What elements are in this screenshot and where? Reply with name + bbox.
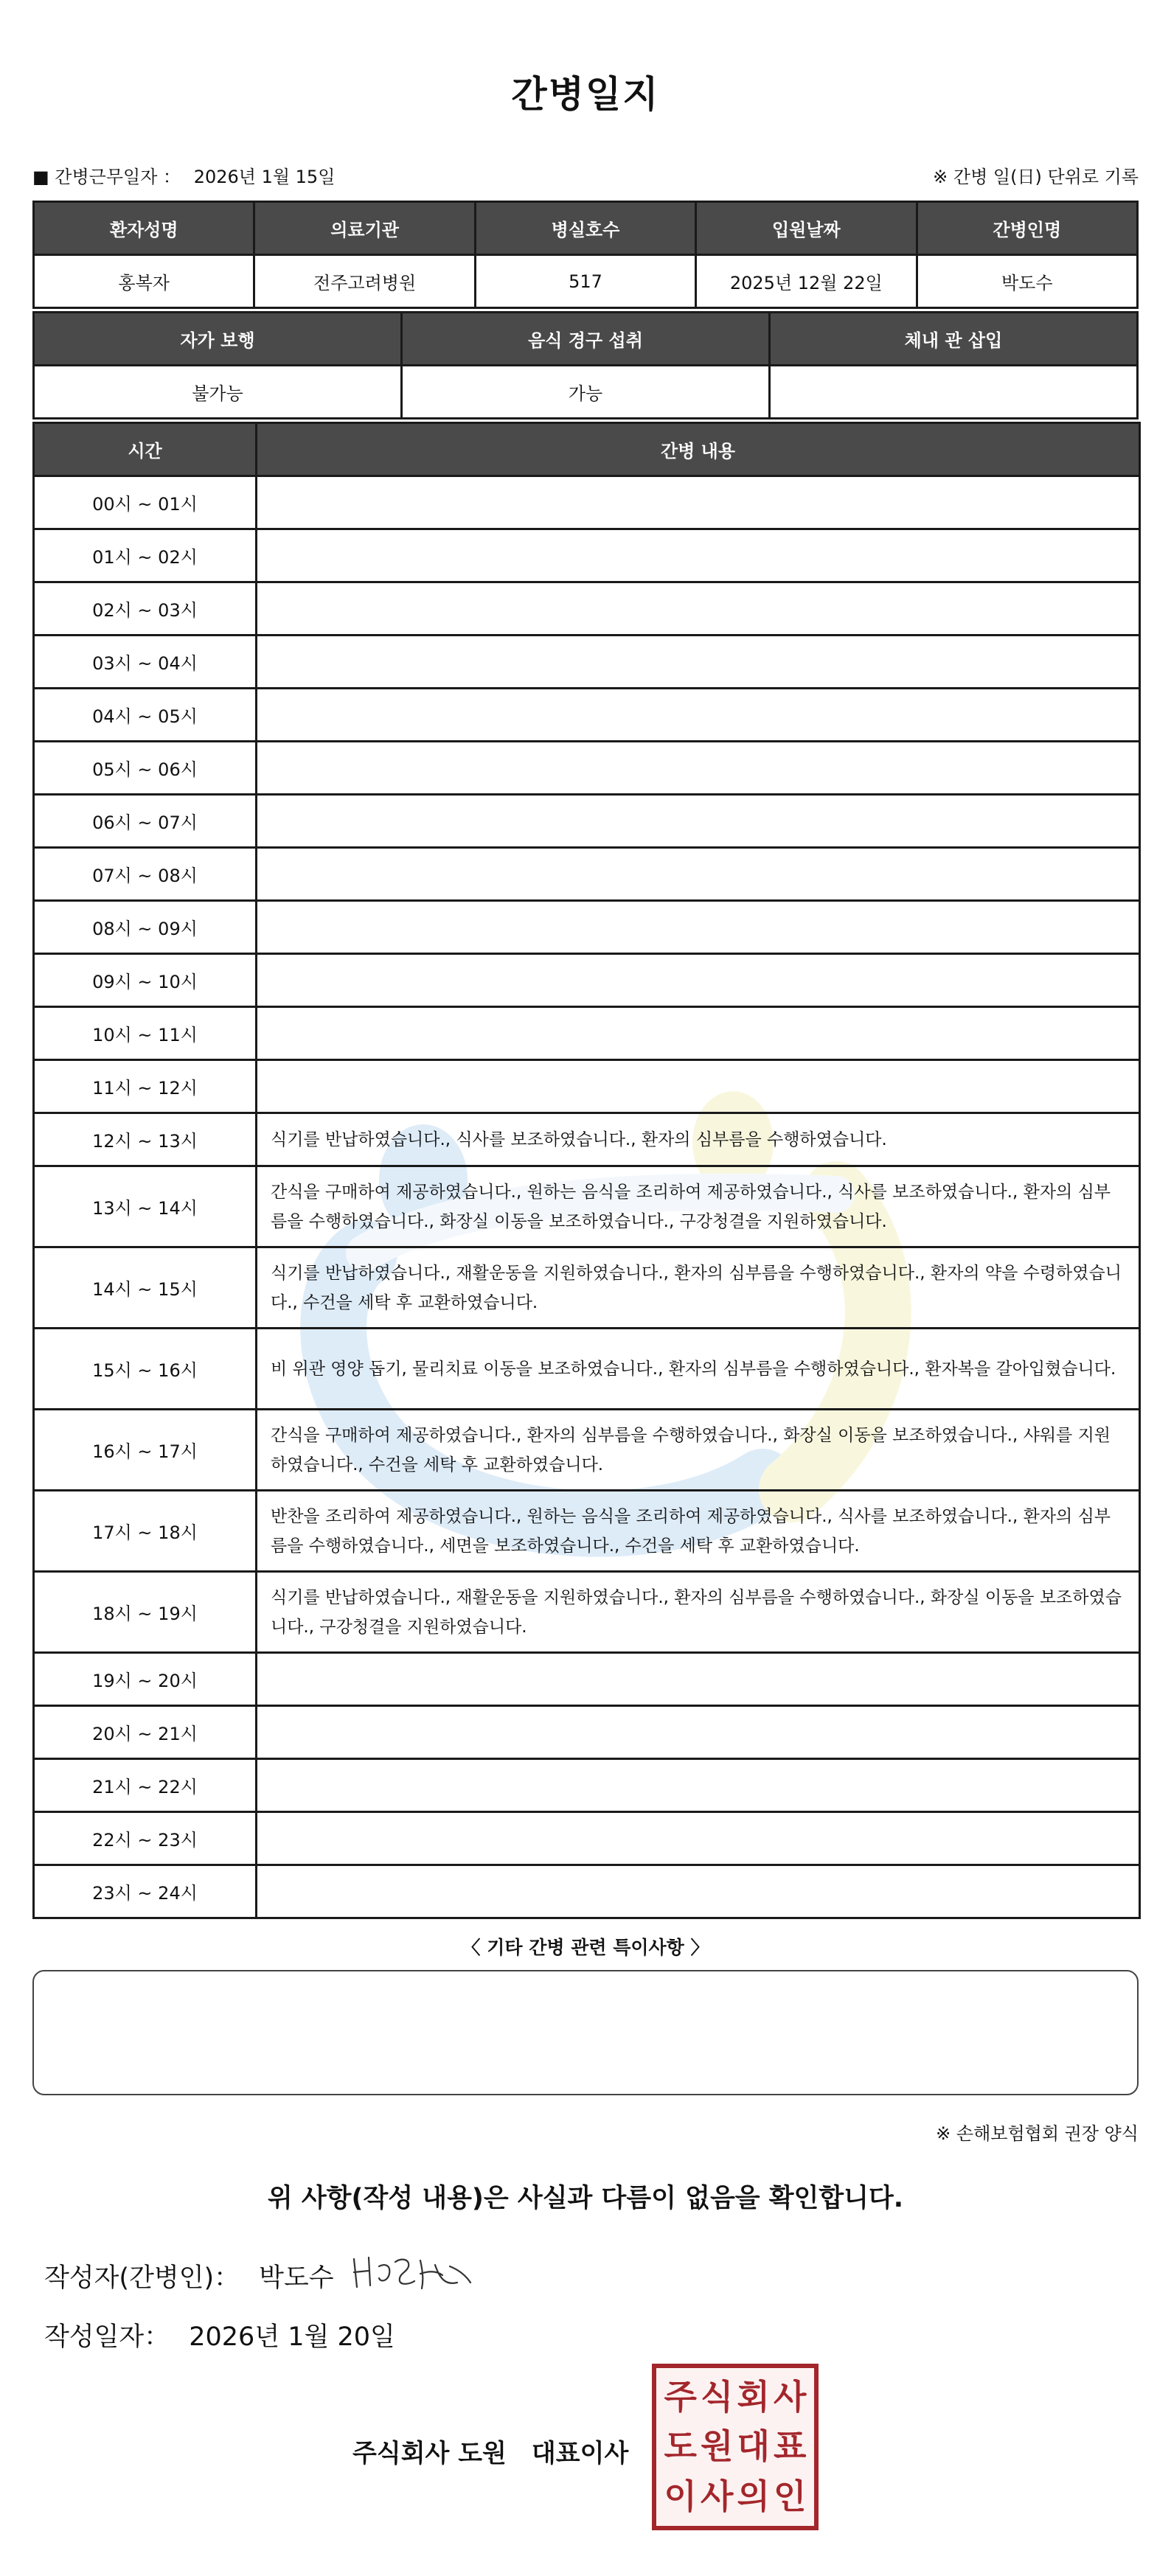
content-cell — [257, 901, 1140, 954]
time-cell: 00시 ~ 01시 — [34, 476, 257, 529]
form-note: ※ 손해보험협회 권장 양식 — [936, 2123, 1139, 2144]
table-row — [34, 795, 1140, 848]
content-cell: 비 위관 영양 돕기, 물리치료 이동을 보조하였습니다., 환자의 심부름을 수행하였습니다., 환자복을 갈아입혔습니다. — [257, 1329, 1140, 1410]
care-log-table — [32, 422, 1141, 1919]
seal-char: 원 — [701, 2426, 734, 2467]
content-cell — [257, 1706, 1140, 1759]
table-row — [34, 1113, 1140, 1166]
header-self-walking: 자가 보행 — [34, 313, 402, 366]
time-cell: 12시 ~ 13시 — [34, 1113, 257, 1166]
table-row — [34, 954, 1140, 1007]
time-cell: 18시 ~ 19시 — [34, 1572, 257, 1653]
seal-char: 사 — [774, 2377, 807, 2417]
table-row — [34, 848, 1140, 901]
company-line — [352, 2433, 628, 2469]
patient-name: 홍복자 — [34, 255, 254, 308]
header-admission-date: 입원날짜 — [696, 202, 917, 255]
confirm-statement: 위 사항(작성 내용)은 사실과 다름이 없음을 확인합니다. — [267, 2184, 904, 2213]
self-walking-value: 불가능 — [34, 366, 402, 419]
content-cell — [257, 954, 1140, 1007]
table-row — [34, 1007, 1140, 1060]
time-cell: 21시 ~ 22시 — [34, 1759, 257, 1812]
hospital-name: 전주고려병원 — [254, 255, 475, 308]
page-title: 간병일지 — [511, 73, 660, 116]
table-row — [34, 742, 1140, 795]
time-cell: 02시 ~ 03시 — [34, 582, 257, 636]
seal-char: 사 — [701, 2476, 734, 2516]
seal-char: 이 — [664, 2476, 697, 2516]
header-tube-insertion: 체내 관 삽입 — [770, 313, 1138, 366]
time-cell: 16시 ~ 17시 — [34, 1410, 257, 1491]
patient-info-table — [32, 201, 1139, 309]
table-row — [34, 1166, 1140, 1247]
admission-date: 2025년 12월 22일 — [696, 255, 917, 308]
writer-line — [44, 2258, 334, 2294]
header-care-content: 간병 내용 — [257, 423, 1140, 476]
content-cell: 반찬을 조리하여 제공하였습니다., 원하는 음식을 조리하여 제공하였습니다., 식사를 보조하였습니다., 환자의 심부름을 수행하였습니다., 세면을 보조하였습니다., 수건을 세탁 후 교환하였습니다. — [257, 1491, 1140, 1572]
work-date-value: 2026년 1월 15일 — [193, 167, 336, 187]
company-representative: 대표이사 — [531, 2439, 629, 2468]
time-cell: 17시 ~ 18시 — [34, 1491, 257, 1572]
table-row — [34, 1812, 1140, 1865]
time-cell: 22시 ~ 23시 — [34, 1812, 257, 1865]
seal-char: 주 — [664, 2377, 697, 2417]
company-seal — [652, 2364, 819, 2530]
content-cell — [257, 1060, 1140, 1113]
content-cell: 간식을 구매하여 제공하였습니다., 원하는 음식을 조리하여 제공하였습니다., 식사를 보조하였습니다., 환자의 심부름을 수행하였습니다., 화장실 이동을 보조하였습니다., 구강청결을 지원하였습니다. — [257, 1166, 1140, 1247]
content-cell — [257, 582, 1140, 636]
seal-char: 도 — [664, 2426, 697, 2467]
time-cell: 13시 ~ 14시 — [34, 1166, 257, 1247]
content-cell: 식기를 반납하였습니다., 재활운동을 지원하였습니다., 환자의 심부름을 수행하였습니다., 환자의 약을 수령하였습니다., 수건을 세탁 후 교환하였습니다. — [257, 1247, 1140, 1329]
time-cell: 03시 ~ 04시 — [34, 636, 257, 689]
work-date-label: ■ 간병근무일자 ： — [32, 167, 181, 187]
seal-char: 식 — [701, 2377, 734, 2417]
time-cell: 23시 ~ 24시 — [34, 1865, 257, 1918]
room-number: 517 — [475, 255, 695, 308]
content-cell — [257, 636, 1140, 689]
care-journal-page — [32, 0, 1139, 2576]
content-cell: 식기를 반납하였습니다., 식사를 보조하였습니다., 환자의 심부름을 수행하였습니다. — [257, 1113, 1140, 1166]
seal-char: 인 — [774, 2476, 807, 2516]
caregiver-name: 박도수 — [917, 255, 1137, 308]
time-cell: 08시 ~ 09시 — [34, 901, 257, 954]
table-row — [34, 1572, 1140, 1653]
table-row — [34, 1706, 1140, 1759]
time-cell: 07시 ~ 08시 — [34, 848, 257, 901]
table-row — [34, 1653, 1140, 1706]
content-cell — [257, 1653, 1140, 1706]
unit-note: ※ 간병 일(日) 단위로 기록 — [933, 167, 1139, 187]
table-row — [34, 582, 1140, 636]
table-row — [34, 476, 1140, 529]
seal-char: 대 — [737, 2426, 770, 2467]
table-row — [34, 1247, 1140, 1329]
handwritten-signature — [347, 2244, 479, 2303]
seal-char: 표 — [774, 2426, 807, 2467]
time-cell: 04시 ~ 05시 — [34, 689, 257, 742]
header-hospital: 의료기관 — [254, 202, 475, 255]
content-cell: 간식을 구매하여 제공하였습니다., 환자의 심부름을 수행하였습니다., 화장실 이동을 보조하였습니다., 샤워를 지원하였습니다., 수건을 세탁 후 교환하였습니다. — [257, 1410, 1140, 1491]
table-row — [34, 1759, 1140, 1812]
time-cell: 01시 ~ 02시 — [34, 529, 257, 582]
table-row — [34, 636, 1140, 689]
table-row — [34, 901, 1140, 954]
table-row — [34, 1329, 1140, 1410]
table-row — [34, 1865, 1140, 1918]
content-cell — [257, 1007, 1140, 1060]
meta-row — [32, 162, 1139, 189]
table-row — [34, 689, 1140, 742]
time-cell: 06시 ~ 07시 — [34, 795, 257, 848]
company-name: 주식회사 도원 — [352, 2439, 507, 2468]
content-cell — [257, 795, 1140, 848]
patient-status-table — [32, 311, 1139, 420]
content-cell — [257, 689, 1140, 742]
header-patient-name: 환자성명 — [34, 202, 254, 255]
written-date-line — [44, 2316, 395, 2353]
seal-char: 의 — [737, 2476, 770, 2516]
time-cell: 20시 ~ 21시 — [34, 1706, 257, 1759]
seal-char: 회 — [737, 2377, 770, 2417]
header-room: 병실호수 — [475, 202, 695, 255]
time-cell: 15시 ~ 16시 — [34, 1329, 257, 1410]
time-cell: 05시 ~ 06시 — [34, 742, 257, 795]
work-date — [32, 162, 335, 188]
content-cell — [257, 1759, 1140, 1812]
table-row — [34, 529, 1140, 582]
remarks-box — [32, 1970, 1139, 2095]
writer-label: 작성자(간병인)： — [44, 2263, 240, 2293]
content-cell — [257, 476, 1140, 529]
table-row — [34, 1491, 1140, 1572]
tube-insertion-value — [770, 366, 1138, 419]
header-time: 시간 — [34, 423, 257, 476]
writer-name: 박도수 — [259, 2263, 334, 2293]
content-cell — [257, 848, 1140, 901]
content-cell — [257, 742, 1140, 795]
time-cell: 10시 ~ 11시 — [34, 1007, 257, 1060]
time-cell: 19시 ~ 20시 — [34, 1653, 257, 1706]
content-cell — [257, 529, 1140, 582]
remarks-title: 〈 기타 간병 관련 특이사항 〉 — [462, 1937, 709, 1958]
written-date-value: 2026년 1월 20일 — [189, 2322, 395, 2352]
content-cell: 식기를 반납하였습니다., 재활운동을 지원하였습니다., 환자의 심부름을 수행하였습니다., 화장실 이동을 보조하였습니다., 구강청결을 지원하였습니다. — [257, 1572, 1140, 1653]
header-caregiver: 간병인명 — [917, 202, 1137, 255]
content-cell — [257, 1812, 1140, 1865]
seal-characters — [662, 2373, 808, 2521]
header-oral-intake: 음식 경구 섭취 — [402, 313, 770, 366]
oral-intake-value: 가능 — [402, 366, 770, 419]
written-date-label: 작성일자： — [44, 2322, 170, 2352]
time-cell: 11시 ~ 12시 — [34, 1060, 257, 1113]
time-cell: 14시 ~ 15시 — [34, 1247, 257, 1329]
content-cell — [257, 1865, 1140, 1918]
table-row — [34, 1060, 1140, 1113]
time-cell: 09시 ~ 10시 — [34, 954, 257, 1007]
table-row — [34, 1410, 1140, 1491]
